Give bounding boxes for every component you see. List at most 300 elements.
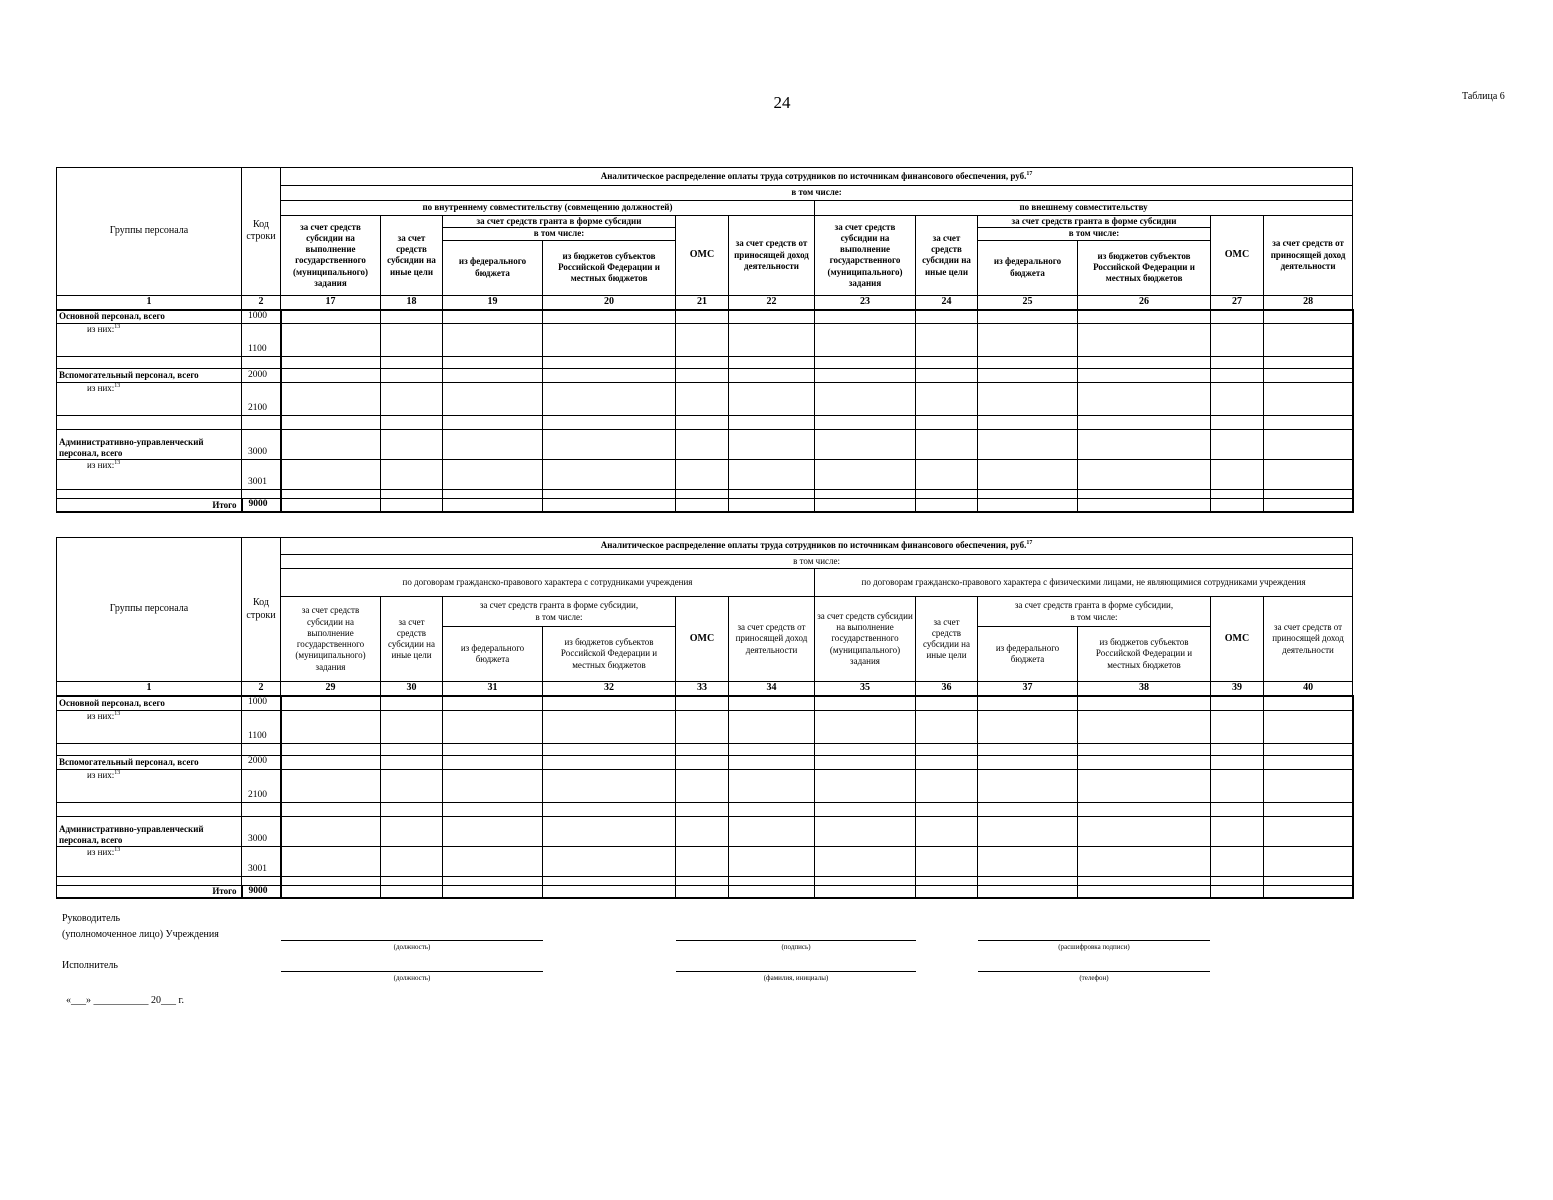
head-decode-line[interactable] [978,940,1210,941]
data-cell[interactable] [1211,696,1264,710]
data-cell[interactable] [1211,324,1264,357]
row-code-blank [242,357,281,369]
data-cell[interactable] [1264,816,1353,846]
data-cell[interactable] [1264,383,1353,416]
data-cell[interactable] [916,430,978,460]
data-cell[interactable] [916,369,978,383]
data-cell[interactable] [1264,696,1353,710]
data-cell[interactable] [543,430,676,460]
data-cell[interactable] [1078,430,1211,460]
data-cell[interactable] [1264,430,1353,460]
data-cell[interactable] [916,460,978,490]
data-cell[interactable] [1264,846,1353,876]
data-cell[interactable] [381,755,443,769]
data-cell[interactable] [729,696,815,710]
data-cell[interactable] [543,383,676,416]
data-cell[interactable] [543,802,676,816]
col-number: 18 [381,295,443,310]
data-cell[interactable] [916,324,978,357]
data-cell[interactable] [978,369,1078,383]
data-cell[interactable] [443,846,543,876]
data-cell[interactable] [1078,499,1211,512]
data-cell[interactable] [729,310,815,324]
data-cell[interactable] [916,696,978,710]
data-cell[interactable] [729,357,815,369]
data-cell[interactable] [1264,769,1353,802]
row-label-of-them: из них:$^{13}$ [57,710,242,743]
row-2100 [57,769,1353,802]
data-cell[interactable] [381,460,443,490]
data-cell[interactable] [443,802,543,816]
data-cell[interactable] [916,490,978,499]
data-cell[interactable] [281,357,381,369]
data-cell[interactable] [543,769,676,802]
data-cell[interactable] [676,310,729,324]
row-label-total: Итого [57,885,242,898]
data-cell[interactable] [443,769,543,802]
data-cell[interactable] [729,383,815,416]
data-cell[interactable] [1078,416,1211,430]
data-cell[interactable] [443,755,543,769]
col-number: 34 [729,682,815,697]
data-cell[interactable] [676,324,729,357]
data-cell[interactable] [1211,755,1264,769]
header-grant: за счет средств гранта в форме субсидии, в том числе: [443,597,676,627]
data-cell[interactable] [815,710,916,743]
row-2000 [57,369,1353,383]
data-cell[interactable] [978,499,1078,512]
data-cell[interactable] [543,743,676,755]
data-cell[interactable] [978,357,1078,369]
data-cell[interactable] [729,885,815,898]
data-cell[interactable] [543,490,676,499]
data-cell[interactable] [676,885,729,898]
data-cell[interactable] [978,710,1078,743]
data-cell[interactable] [978,324,1078,357]
data-cell[interactable] [1211,846,1264,876]
data-cell[interactable] [676,876,729,885]
data-cell[interactable] [443,324,543,357]
row-label-blank [57,802,242,816]
data-cell[interactable] [916,802,978,816]
row-3001 [57,846,1353,876]
data-cell[interactable] [1211,460,1264,490]
data-cell[interactable] [281,416,381,430]
data-cell[interactable] [281,885,381,898]
data-cell[interactable] [676,743,729,755]
data-cell[interactable] [916,357,978,369]
data-cell[interactable] [729,755,815,769]
data-cell[interactable] [815,416,916,430]
data-cell[interactable] [281,369,381,383]
data-cell[interactable] [729,876,815,885]
row-blank [57,743,1353,755]
data-cell[interactable] [281,802,381,816]
data-cell[interactable] [1264,885,1353,898]
data-cell[interactable] [978,802,1078,816]
data-cell[interactable] [1264,876,1353,885]
data-cell[interactable] [729,369,815,383]
data-cell[interactable] [1264,369,1353,383]
data-cell[interactable] [676,369,729,383]
data-cell[interactable] [676,769,729,802]
data-cell[interactable] [543,816,676,846]
header-subsidy-other: за счет средств субсидии на иные цели [381,597,443,682]
row-blank [57,802,1353,816]
col-number: 21 [676,295,729,310]
data-cell[interactable] [916,710,978,743]
data-cell[interactable] [1078,769,1211,802]
header-federal: из федерального бюджета [443,627,543,682]
data-cell[interactable] [916,816,978,846]
data-cell[interactable] [543,885,676,898]
data-cell[interactable] [1264,743,1353,755]
data-cell[interactable] [815,369,916,383]
data-cell[interactable] [543,876,676,885]
data-cell[interactable] [1078,490,1211,499]
data-cell[interactable] [281,846,381,876]
data-cell[interactable] [676,383,729,416]
data-cell[interactable] [1078,357,1211,369]
row-code-blank [242,416,281,430]
data-cell[interactable] [916,846,978,876]
data-cell[interactable] [676,710,729,743]
data-cell[interactable] [543,696,676,710]
data-cell[interactable] [381,430,443,460]
data-cell[interactable] [1078,885,1211,898]
header-groups: Группы персонала [57,538,242,682]
data-cell[interactable] [443,460,543,490]
executor-position-line[interactable] [281,971,543,972]
data-cell[interactable] [729,743,815,755]
data-cell[interactable] [281,696,381,710]
date-line[interactable]: «___» ___________ 20___ г. [66,995,184,1006]
data-cell[interactable] [381,490,443,499]
data-cell[interactable] [916,885,978,898]
row-code: 2100 [242,383,281,416]
data-cell[interactable] [1211,383,1264,416]
data-cell[interactable] [443,743,543,755]
executor-position-caption: (должность) [393,974,431,982]
data-cell[interactable] [676,755,729,769]
data-cell[interactable] [281,324,381,357]
data-cell[interactable] [281,490,381,499]
data-cell[interactable] [978,816,1078,846]
data-cell[interactable] [978,755,1078,769]
data-cell[interactable] [676,430,729,460]
data-cell[interactable] [815,357,916,369]
data-cell[interactable] [381,816,443,846]
data-cell[interactable] [281,755,381,769]
data-cell[interactable] [1078,743,1211,755]
data-cell[interactable] [1264,310,1353,324]
data-cell[interactable] [381,710,443,743]
data-cell[interactable] [916,755,978,769]
data-cell[interactable] [676,816,729,846]
data-cell[interactable] [978,846,1078,876]
data-cell[interactable] [676,802,729,816]
data-cell[interactable] [381,696,443,710]
data-cell[interactable] [978,430,1078,460]
data-cell[interactable] [1264,460,1353,490]
data-cell[interactable] [676,696,729,710]
header-oms: ОМС [676,597,729,682]
header-grant: за счет средств гранта в форме субсидии, в том числе: [978,597,1211,627]
data-cell[interactable] [543,460,676,490]
data-cell[interactable] [978,769,1078,802]
data-cell[interactable] [381,876,443,885]
header-federal: из федерального бюджета [443,240,543,295]
data-cell[interactable] [381,357,443,369]
data-cell[interactable] [1264,357,1353,369]
data-cell[interactable] [1264,324,1353,357]
data-cell[interactable] [815,430,916,460]
data-cell[interactable] [1078,846,1211,876]
executor-label: Исполнитель [62,960,118,971]
row-label-blank [57,357,242,369]
row-code: 2100 [242,769,281,802]
data-cell[interactable] [1211,310,1264,324]
data-cell[interactable] [1211,710,1264,743]
data-cell[interactable] [1211,369,1264,383]
data-cell[interactable] [443,416,543,430]
data-cell[interactable] [729,816,815,846]
data-cell[interactable] [1264,710,1353,743]
row-blank [57,490,1353,499]
data-cell[interactable] [1211,430,1264,460]
data-cell[interactable] [815,310,916,324]
data-cell[interactable] [443,696,543,710]
table-title: Аналитическое распределение оплаты труда сотрудников по источникам финансового обеспечения, руб.$^{17}$ [281,538,1353,555]
data-cell[interactable] [815,876,916,885]
data-cell[interactable] [978,876,1078,885]
data-cell[interactable] [281,499,381,512]
data-cell[interactable] [729,769,815,802]
data-cell[interactable] [729,499,815,512]
data-cell[interactable] [281,743,381,755]
data-cell[interactable] [443,710,543,743]
header-grant: за счет средств гранта в форме субсидии в том числе: [443,216,676,241]
header-federal: из федерального бюджета [978,627,1078,682]
data-cell[interactable] [381,885,443,898]
row-label-blank [57,876,242,885]
data-cell[interactable] [1211,876,1264,885]
head-position-line[interactable] [281,940,543,941]
data-cell[interactable] [978,885,1078,898]
data-cell[interactable] [729,416,815,430]
data-cell[interactable] [543,369,676,383]
data-cell[interactable] [1078,310,1211,324]
data-cell[interactable] [815,324,916,357]
data-cell[interactable] [729,430,815,460]
col-number: 36 [916,682,978,697]
data-cell[interactable] [729,802,815,816]
data-cell[interactable] [815,885,916,898]
data-cell[interactable] [381,310,443,324]
data-cell[interactable] [1078,816,1211,846]
data-cell[interactable] [1078,324,1211,357]
data-cell[interactable] [281,430,381,460]
data-cell[interactable] [916,383,978,416]
data-cell[interactable] [676,846,729,876]
data-cell[interactable] [543,324,676,357]
data-cell[interactable] [916,416,978,430]
data-cell[interactable] [815,383,916,416]
page-number: 24 [773,93,791,112]
data-cell[interactable] [978,460,1078,490]
data-cell[interactable] [1078,383,1211,416]
data-cell[interactable] [543,310,676,324]
data-cell[interactable] [443,383,543,416]
data-cell[interactable] [381,769,443,802]
data-cell[interactable] [978,383,1078,416]
data-cell[interactable] [381,324,443,357]
data-cell[interactable] [1211,499,1264,512]
data-cell[interactable] [443,357,543,369]
header-oms: ОМС [1211,597,1264,682]
data-cell[interactable] [1264,802,1353,816]
data-cell[interactable] [1078,755,1211,769]
data-cell[interactable] [815,846,916,876]
data-cell[interactable] [381,846,443,876]
row-code-blank [242,876,281,885]
data-cell[interactable] [543,710,676,743]
row-code: 3001 [242,846,281,876]
data-cell[interactable] [916,310,978,324]
data-cell[interactable] [381,743,443,755]
executor-phone-line[interactable] [978,971,1210,972]
header-subsidy-task: за счет средств субсидии на выполнение государственного (муниципального) задания [281,597,381,682]
data-cell[interactable] [543,357,676,369]
data-cell[interactable] [443,816,543,846]
data-cell[interactable] [1078,802,1211,816]
data-cell[interactable] [281,710,381,743]
data-cell[interactable] [815,460,916,490]
data-cell[interactable] [916,769,978,802]
data-cell[interactable] [443,310,543,324]
data-cell[interactable] [1211,802,1264,816]
data-cell[interactable] [729,460,815,490]
data-cell[interactable] [443,430,543,460]
data-cell[interactable] [978,490,1078,499]
data-cell[interactable] [281,460,381,490]
data-cell[interactable] [916,499,978,512]
col-number: 32 [543,682,676,697]
data-cell[interactable] [543,846,676,876]
data-cell[interactable] [729,490,815,499]
col-number: 28 [1264,295,1353,310]
data-cell[interactable] [815,490,916,499]
data-cell[interactable] [978,696,1078,710]
data-cell[interactable] [1078,460,1211,490]
data-cell[interactable] [916,743,978,755]
header-oms: ОМС [676,216,729,296]
data-cell[interactable] [815,802,916,816]
data-cell[interactable] [381,383,443,416]
data-cell[interactable] [815,769,916,802]
data-cell[interactable] [978,310,1078,324]
col-number: 30 [381,682,443,697]
data-cell[interactable] [1264,499,1353,512]
data-cell[interactable] [1211,416,1264,430]
data-cell[interactable] [443,369,543,383]
row-blank [57,357,1353,369]
data-cell[interactable] [1211,769,1264,802]
data-cell[interactable] [729,324,815,357]
col-number: 22 [729,295,815,310]
data-cell[interactable] [1211,816,1264,846]
data-cell[interactable] [281,769,381,802]
data-cell[interactable] [543,416,676,430]
head-signature-caption: (подпись) [781,943,811,951]
data-cell[interactable] [815,499,916,512]
data-cell[interactable] [1078,710,1211,743]
data-cell[interactable] [443,499,543,512]
data-cell[interactable] [543,755,676,769]
data-cell[interactable] [1211,490,1264,499]
data-cell[interactable] [1211,357,1264,369]
data-cell[interactable] [543,499,676,512]
data-cell[interactable] [1211,743,1264,755]
header-groups: Группы персонала [57,168,242,296]
data-cell[interactable] [443,876,543,885]
data-cell[interactable] [443,885,543,898]
data-cell[interactable] [729,846,815,876]
data-cell[interactable] [381,369,443,383]
data-cell[interactable] [443,490,543,499]
data-cell[interactable] [676,499,729,512]
row-code-blank [242,802,281,816]
data-cell[interactable] [916,876,978,885]
data-cell[interactable] [676,460,729,490]
head-signature-line[interactable] [676,940,916,941]
data-cell[interactable] [1078,369,1211,383]
executor-phone-caption: (телефон) [1079,974,1109,982]
data-cell[interactable] [815,816,916,846]
data-cell[interactable] [1078,696,1211,710]
data-cell[interactable] [676,357,729,369]
data-cell[interactable] [978,416,1078,430]
data-cell[interactable] [381,416,443,430]
data-cell[interactable] [381,802,443,816]
data-cell[interactable] [815,743,916,755]
data-cell[interactable] [676,490,729,499]
data-cell[interactable] [676,416,729,430]
header-subsidy-task: за счет средств субсидии на выполнение государственного (муниципального) задания [815,216,916,296]
executor-name-line[interactable] [676,971,916,972]
data-cell[interactable] [281,876,381,885]
col-number: 27 [1211,295,1264,310]
data-cell[interactable] [815,755,916,769]
data-cell[interactable] [1078,876,1211,885]
data-cell[interactable] [1264,416,1353,430]
data-cell[interactable] [281,816,381,846]
data-cell[interactable] [281,383,381,416]
data-cell[interactable] [978,743,1078,755]
data-cell[interactable] [1211,885,1264,898]
data-cell[interactable] [1264,490,1353,499]
data-cell[interactable] [281,310,381,324]
row-label: Административно-управленческий персонал, всего [57,816,242,846]
header-regional: из бюджетов субъектов Российской Федерации и местных бюджетов [1078,627,1211,682]
header-income: за счет средств от приносящей доход деятельности [1264,597,1353,682]
data-cell[interactable] [729,710,815,743]
row-label: Основной персонал, всего [57,696,242,710]
data-cell[interactable] [381,499,443,512]
header-code: Код строки [242,538,281,682]
data-cell[interactable] [815,696,916,710]
data-cell[interactable] [1264,755,1353,769]
